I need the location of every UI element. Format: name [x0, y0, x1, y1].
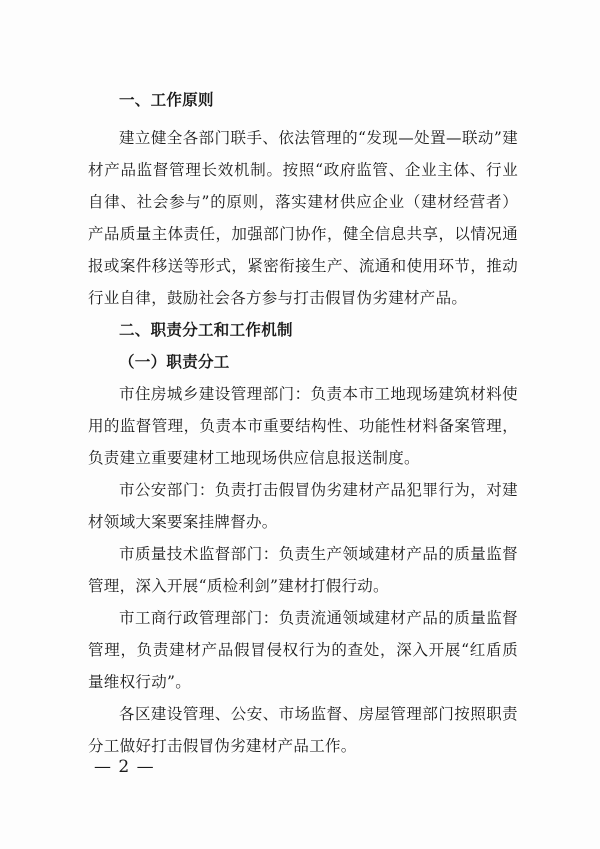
paragraph-industry-commerce: 市工商行政管理部门：负责流通领域建材产品的质量监督管理，负责建材产品假冒侵权行为的查处，深入开展“红盾质量维权行动”。: [88, 609, 518, 691]
section-2-subheading: （一）职责分工: [119, 352, 230, 371]
paragraph-quality-supervision: 市质量技术监督部门：负责生产领域建材产品的质量监督管理，深入开展“质检利剑”建材打假行动。: [88, 545, 518, 595]
paragraph-housing-dept: 市住房城乡建设管理部门：负责本市工地现场建筑材料使用的监督管理，负责本市重要结构性、功能性材料备案管理，负责建立重要建材工地现场供应信息报送制度。: [88, 385, 518, 467]
paragraph-public-security: 市公安部门：负责打击假冒伪劣建材产品犯罪行为，对建材领域大案要案挂牌督办。: [88, 481, 518, 531]
document-body: [88, 84, 518, 762]
section-1-paragraph: 建立健全各部门联手、依法管理的“发现—处置—联动”建材产品监督管理长效机制。按照“政府监管、企业主体、行业自律、社会参与”的原则，落实建材供应企业（建材经营者）产品质量主体责任，加强部门协作，健全信息共享，以情况通报或案件移送等形式，紧密衔接生产、流通和使用环节，推动行业自律，鼓励社会各方参与打击假冒伪劣建材产品。: [88, 129, 518, 307]
section-2-heading: 二、职责分工和工作机制: [119, 321, 293, 339]
section-1-heading: 一、工作原则: [119, 91, 214, 109]
page-number: — 2 —: [94, 757, 155, 777]
paragraph-district-depts: 各区建设管理、公安、市场监督、房屋管理部门按照职责分工做好打击假冒伪劣建材产品工作。: [88, 705, 518, 755]
